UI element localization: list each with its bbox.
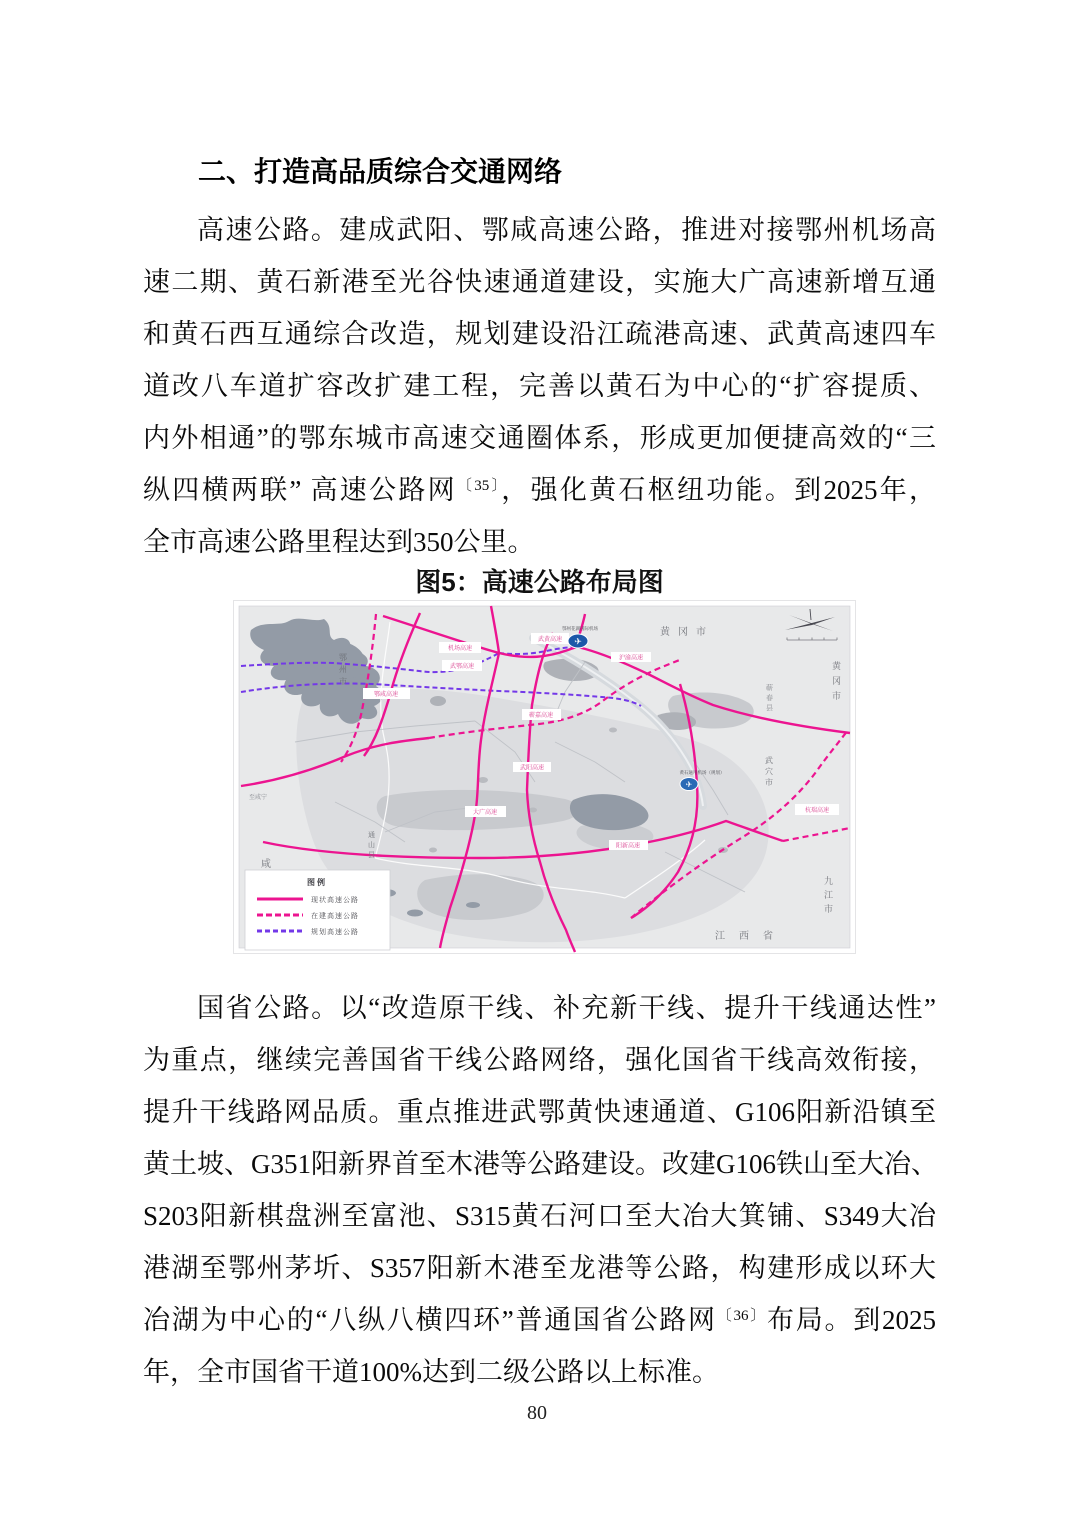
text-line: 纵四横两联” 高速公路网$^{〔35〕}$，强化黄石枢纽功能。到2025年， (143, 475, 937, 505)
text-line: 年，全市国省干道100%达到二级公路以上标准。 (143, 1357, 719, 1387)
region-label: 通山县 (367, 831, 375, 861)
text-line: 道改八车道扩容改扩建工程，完善以黄石为中心的“扩容提质、 (143, 371, 936, 401)
road-label (363, 688, 410, 699)
region-label: 咸 (261, 859, 271, 870)
road-label (531, 633, 569, 644)
road-label (522, 709, 561, 720)
region-label: 至咸宁 (249, 795, 268, 801)
text-line: 和黄石西互通综合改造，规划建设沿江疏港高速、武黄高速四车 (143, 319, 936, 349)
paragraph-national-roads (143, 978, 936, 1394)
svg-text:杭瑞高速: 杭瑞高速 (804, 808, 830, 814)
region-label: 鄂州市 (338, 653, 348, 689)
region-label: 蕲春县 (765, 684, 773, 714)
paragraph-expressway (143, 200, 936, 564)
svg-text:✈: ✈ (574, 636, 582, 647)
region-label: 黄冈市 (660, 627, 714, 638)
road-label (609, 840, 648, 850)
text-line: 国省公路。以“改造原干线、补充新干线、提升干线通达性” (197, 993, 936, 1023)
text-line: 全市高速公路里程达到350公里。 (143, 527, 535, 557)
text-line: 港湖至鄂州茅圻、S357阳新木港至龙港等公路，构建形成以环大 (143, 1253, 936, 1283)
text-line: 高速公路。建成武阳、鄂咸高速公路，推进对接鄂州机场高 (197, 215, 936, 245)
svg-text:鄂州花湖国际机场: 鄂州花湖国际机场 (562, 626, 598, 631)
svg-text:阳新高速: 阳新高速 (615, 843, 641, 850)
map-legend (245, 870, 390, 950)
legend-title: 图例 (307, 878, 327, 887)
highway-map (233, 600, 856, 954)
svg-text:黄石通用机场（规划）: 黄石通用机场（规划） (679, 770, 725, 775)
svg-text:机场高速: 机场高速 (447, 646, 473, 652)
text-line: 冶湖为中心的“八纵八横四环”普通国省公路网$^{〔36〕}$布局。到2025 (143, 1305, 937, 1335)
road-label (611, 652, 651, 662)
text-line: 提升干线路网品质。重点推进武鄂黄快速通道、G106阳新沿镇至 (143, 1097, 936, 1127)
svg-text:现状高速公路: 现状高速公路 (311, 897, 359, 904)
svg-text:✈: ✈ (685, 780, 693, 789)
region-label: 武穴市 (764, 756, 774, 789)
svg-text:鄂咸高速: 鄂咸高速 (373, 692, 399, 698)
region-label: 黄冈市 (831, 661, 841, 706)
svg-text:武鄂高速: 武鄂高速 (449, 664, 475, 670)
road-label (795, 804, 839, 815)
page-number: 80 (527, 1402, 547, 1424)
text-line: 速二期、黄石新港至光谷快速通道建设，实施大广高速新增互通 (143, 267, 936, 297)
figure-caption: 图5：高速公路布局图 (415, 567, 664, 597)
text-line: 为重点，继续完善国省干线公路网络，强化国省干线高效衔接， (143, 1045, 936, 1075)
road-label (442, 660, 482, 671)
road-label (465, 806, 506, 817)
text-line: 内外相通”的鄂东城市高速交通圈体系，形成更加便捷高效的“三 (143, 423, 936, 453)
svg-text:规划高速公路: 规划高速公路 (311, 929, 359, 936)
svg-text:大广高速: 大广高速 (472, 810, 498, 816)
region-label: 江西省 (715, 931, 787, 942)
text-line: S203阳新棋盘洲至富池、S315黄石河口至大冶大箕铺、S349大冶 (143, 1201, 936, 1231)
road-label (439, 642, 481, 653)
svg-text:蕲嘉高速: 蕲嘉高速 (528, 713, 554, 719)
svg-text:沪渝高速: 沪渝高速 (618, 655, 644, 662)
svg-text:在建高速公路: 在建高速公路 (311, 913, 359, 920)
section-heading: 二、打造高品质综合交通网络 (198, 156, 563, 187)
road-label (513, 762, 551, 772)
region-label: 九江市 (823, 876, 833, 918)
svg-text:武阳高速: 武阳高速 (519, 765, 545, 772)
highway-map-figure (233, 600, 856, 954)
svg-text:武黄高速: 武黄高速 (537, 637, 563, 643)
text-line: 黄土坡、G351阳新界首至木港等公路建设。改建G106铁山至大冶、 (143, 1149, 938, 1179)
